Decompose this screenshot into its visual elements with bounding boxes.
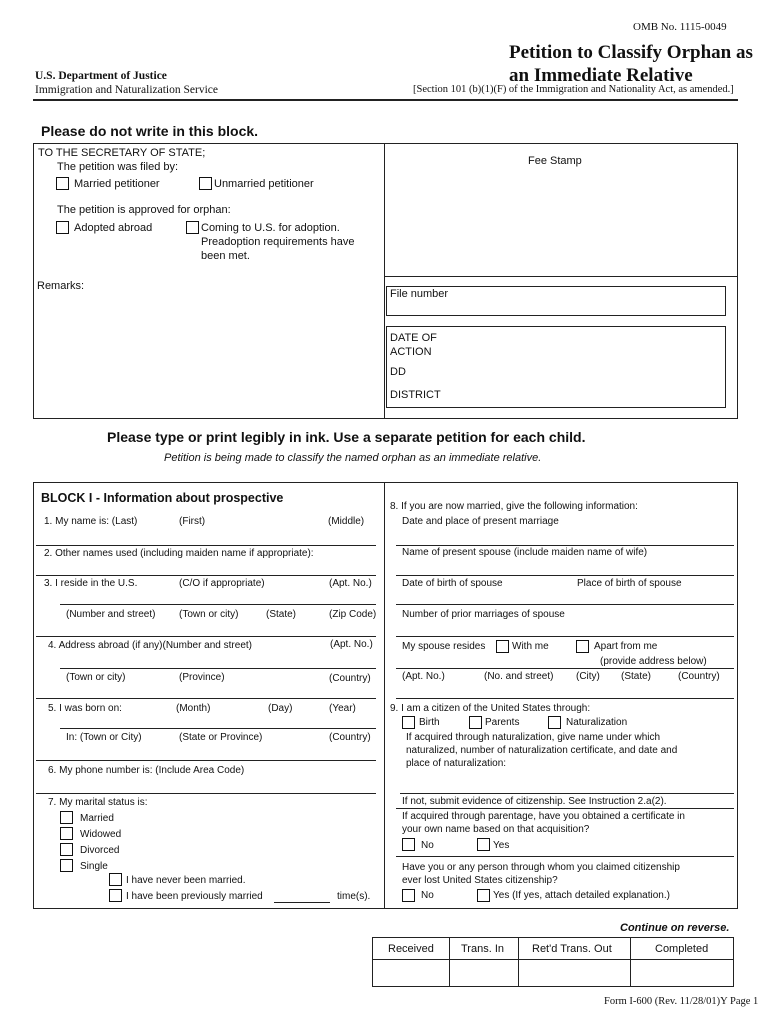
certificate-yes-checkbox[interactable] xyxy=(477,838,490,851)
certificate-no-label: No xyxy=(421,840,434,851)
previously-married-checkbox[interactable] xyxy=(109,889,122,902)
approved-for-label: The petition is approved for orphan: xyxy=(57,204,231,216)
q8-dob-label: Date of birth of spouse xyxy=(402,578,503,589)
parents-checkbox[interactable] xyxy=(469,716,482,729)
q5-day-label: (Day) xyxy=(268,703,293,714)
routing-table-header-rule xyxy=(372,959,734,960)
q3-apt-label: (Apt. No.) xyxy=(329,578,372,589)
q5-rule-1 xyxy=(60,728,376,729)
q8-rule-2 xyxy=(396,575,734,576)
lost-citizenship-no-label: No xyxy=(421,890,434,901)
form-title-line1: Petition to Classify Orphan as xyxy=(509,42,753,63)
q8-rule-1 xyxy=(396,545,734,546)
q4-province-label: (Province) xyxy=(179,672,225,683)
remarks-label: Remarks: xyxy=(37,280,85,292)
routing-col-1 xyxy=(449,937,450,987)
times-blank[interactable] xyxy=(274,902,330,903)
q1-name-label: 1. My name is: (Last) xyxy=(44,516,138,527)
q4-country-label: (Country) xyxy=(329,673,371,684)
divorced-label: Divorced xyxy=(80,845,120,856)
q3-zip-label: (Zip Code) xyxy=(329,609,377,620)
q8-married-label: 8. If you are now married, give the following information: xyxy=(390,501,638,512)
married-petitioner-label: Married petitioner xyxy=(74,178,160,190)
single-label: Single xyxy=(80,861,108,872)
q8-apt-label: (Apt. No.) xyxy=(402,671,445,682)
q5-country-label: (Country) xyxy=(329,732,371,743)
q3-rule-1 xyxy=(60,604,376,605)
never-married-label: I have never been married. xyxy=(126,875,246,886)
q1-first-label: (First) xyxy=(179,516,206,527)
q3-street-label: (Number and street) xyxy=(66,609,156,620)
q8-spouse-name-label: Name of present spouse (include maiden name of wife) xyxy=(402,547,648,558)
to-secretary-label: TO THE SECRETARY OF STATE; xyxy=(38,147,206,159)
q6-phone-label: 6. My phone number is: (Include Area Code) xyxy=(48,765,245,776)
filed-by-label: The petition was filed by: xyxy=(57,161,179,173)
q9-lost-line2: ever lost United States citizenship? xyxy=(402,875,558,886)
unmarried-petitioner-checkbox[interactable] xyxy=(199,177,212,190)
q3-town-label: (Town or city) xyxy=(179,609,239,620)
adopted-abroad-label: Adopted abroad xyxy=(74,222,153,234)
block-one-divider xyxy=(384,482,385,909)
q2-rule xyxy=(36,575,376,576)
file-number-label: File number xyxy=(390,288,449,300)
birth-label: Birth xyxy=(419,717,440,728)
unmarried-petitioner-label: Unmarried petitioner xyxy=(214,178,314,190)
q5-rule-2 xyxy=(36,760,376,761)
widowed-checkbox[interactable] xyxy=(60,827,73,840)
q3-co-label: (C/O if appropriate) xyxy=(179,578,265,589)
q5-in-label: In: (Town or City) xyxy=(66,732,142,743)
divorced-checkbox[interactable] xyxy=(60,843,73,856)
previously-married-label: I have been previously married xyxy=(126,891,263,902)
q8-street-label: (No. and street) xyxy=(484,671,554,682)
q4-apt-label: (Apt. No.) xyxy=(330,639,373,650)
block-one-heading: BLOCK I - Information about prospective xyxy=(41,491,284,505)
fee-stamp-rule xyxy=(384,276,738,277)
q9-lost-line1: Have you or any person through whom you claimed citizenship xyxy=(402,862,680,873)
q3-rule-2 xyxy=(36,636,376,637)
q1-rule xyxy=(36,545,376,546)
lost-citizenship-no-checkbox[interactable] xyxy=(402,889,415,902)
q8-prior-label: Number of prior marriages of spouse xyxy=(402,609,565,620)
q9-rule-1 xyxy=(400,793,734,794)
q8-state-label: (State) xyxy=(621,671,652,682)
q9-parentage-line1: If acquired through parentage, have you obtained a certificate in xyxy=(402,811,685,822)
header-rule xyxy=(33,99,738,101)
apart-from-me-checkbox[interactable] xyxy=(576,640,589,653)
q9-citizen-label: 9. I am a citizen of the United States through: xyxy=(390,703,591,714)
q9-parentage-line2: your own name based on that acquisition? xyxy=(402,824,590,835)
q9-nat-line1: If acquired through naturalization, give name under which xyxy=(406,732,661,743)
apart-from-me-label: Apart from me xyxy=(594,641,658,652)
district-label: DISTRICT xyxy=(390,389,441,401)
department-name: U.S. Department of Justice xyxy=(35,70,167,82)
continue-on-reverse: Continue on reverse. xyxy=(620,922,730,934)
routing-col-2 xyxy=(518,937,519,987)
adopted-abroad-checkbox[interactable] xyxy=(56,221,69,234)
action-label: ACTION xyxy=(390,346,432,358)
q5-year-label: (Year) xyxy=(329,703,356,714)
routing-col-3 xyxy=(630,937,631,987)
lost-citizenship-yes-checkbox[interactable] xyxy=(477,889,490,902)
q5-month-label: (Month) xyxy=(176,703,211,714)
q8-resides-label: My spouse resides xyxy=(402,641,486,652)
q8-rule-5 xyxy=(396,668,734,669)
agency-name: Immigration and Naturalization Service xyxy=(35,84,218,96)
birth-checkbox[interactable] xyxy=(402,716,415,729)
completed-header: Completed xyxy=(655,943,709,955)
lost-citizenship-yes-label: Yes (If yes, attach detailed explanation.) xyxy=(493,890,670,901)
office-block-divider xyxy=(384,143,385,419)
q4-address-abroad-label: 4. Address abroad (if any)(Number and street) xyxy=(48,640,252,651)
parents-label: Parents xyxy=(485,717,520,728)
dd-label: DD xyxy=(390,366,406,378)
q8-date-place-label: Date and place of present marriage xyxy=(402,516,559,527)
q3-reside-label: 3. I reside in the U.S. xyxy=(44,578,138,589)
q4-town-label: (Town or city) xyxy=(66,672,126,683)
with-me-checkbox[interactable] xyxy=(496,640,509,653)
q9-rule-2 xyxy=(396,808,734,809)
married-petitioner-checkbox[interactable] xyxy=(56,177,69,190)
q1-middle-label: (Middle) xyxy=(328,516,365,527)
section-reference: [Section 101 (b)(1)(F) of the Immigration and Nationality Act, as amended.] xyxy=(413,84,734,95)
q5-state-label: (State or Province) xyxy=(179,732,263,743)
married-label: Married xyxy=(80,813,114,824)
q4-rule-1 xyxy=(60,668,376,669)
trans-in-header: Trans. In xyxy=(461,943,504,955)
fee-stamp-label: Fee Stamp xyxy=(528,155,582,167)
q7-marital-label: 7. My marital status is: xyxy=(48,797,148,808)
q8-city-label: (City) xyxy=(576,671,600,682)
certificate-yes-label: Yes xyxy=(493,840,510,851)
married-checkbox[interactable] xyxy=(60,811,73,824)
provide-address-label: (provide address below) xyxy=(600,656,707,667)
q8-pob-label: Place of birth of spouse xyxy=(577,578,682,589)
form-title-line2: an Immediate Relative xyxy=(509,65,693,86)
certificate-no-checkbox[interactable] xyxy=(402,838,415,851)
form-identifier: Form I-600 (Rev. 11/28/01)Y Page 1 xyxy=(604,996,759,1007)
coming-to-us-checkbox[interactable] xyxy=(186,221,199,234)
preadoption-label: Preadoption requirements have xyxy=(201,236,355,248)
q3-state-label: (State) xyxy=(266,609,297,620)
retd-trans-out-header: Ret'd Trans. Out xyxy=(532,943,612,955)
with-me-label: With me xyxy=(512,641,549,652)
times-label: time(s). xyxy=(337,891,371,902)
q9-nat-line3: place of naturalization: xyxy=(406,758,507,769)
coming-to-us-label: Coming to U.S. for adoption. xyxy=(201,222,340,234)
naturalization-checkbox[interactable] xyxy=(548,716,561,729)
widowed-label: Widowed xyxy=(80,829,122,840)
classification-note: Petition is being made to classify the named orphan as an immediate relative. xyxy=(164,452,542,464)
q8-rule-6 xyxy=(396,698,734,699)
q8-rule-3 xyxy=(396,604,734,605)
print-legibly-instruction: Please type or print legibly in ink. Use a separate petition for each child. xyxy=(107,429,586,445)
office-block-heading: Please do not write in this block. xyxy=(41,123,259,139)
q8-rule-4 xyxy=(396,636,734,637)
single-checkbox[interactable] xyxy=(60,859,73,872)
q9-nat-line2: naturalized, number of naturalization certificate, and date and xyxy=(406,745,678,756)
q5-born-label: 5. I was born on: xyxy=(48,703,122,714)
omb-number: OMB No. 1115-0049 xyxy=(633,21,727,33)
q9-evidence-label: If not, submit evidence of citizenship. See Instruction 2.a(2). xyxy=(402,796,667,807)
q8-country-label: (Country) xyxy=(678,671,720,682)
date-of-label: DATE OF xyxy=(390,332,437,344)
been-met-label: been met. xyxy=(201,250,250,262)
naturalization-label: Naturalization xyxy=(566,717,628,728)
q9-rule-3 xyxy=(396,856,734,857)
q4-rule-2 xyxy=(36,698,376,699)
received-header: Received xyxy=(388,943,434,955)
never-married-checkbox[interactable] xyxy=(109,873,122,886)
q2-other-names-label: 2. Other names used (including maiden name if appropriate): xyxy=(44,548,314,559)
q6-rule xyxy=(36,793,376,794)
